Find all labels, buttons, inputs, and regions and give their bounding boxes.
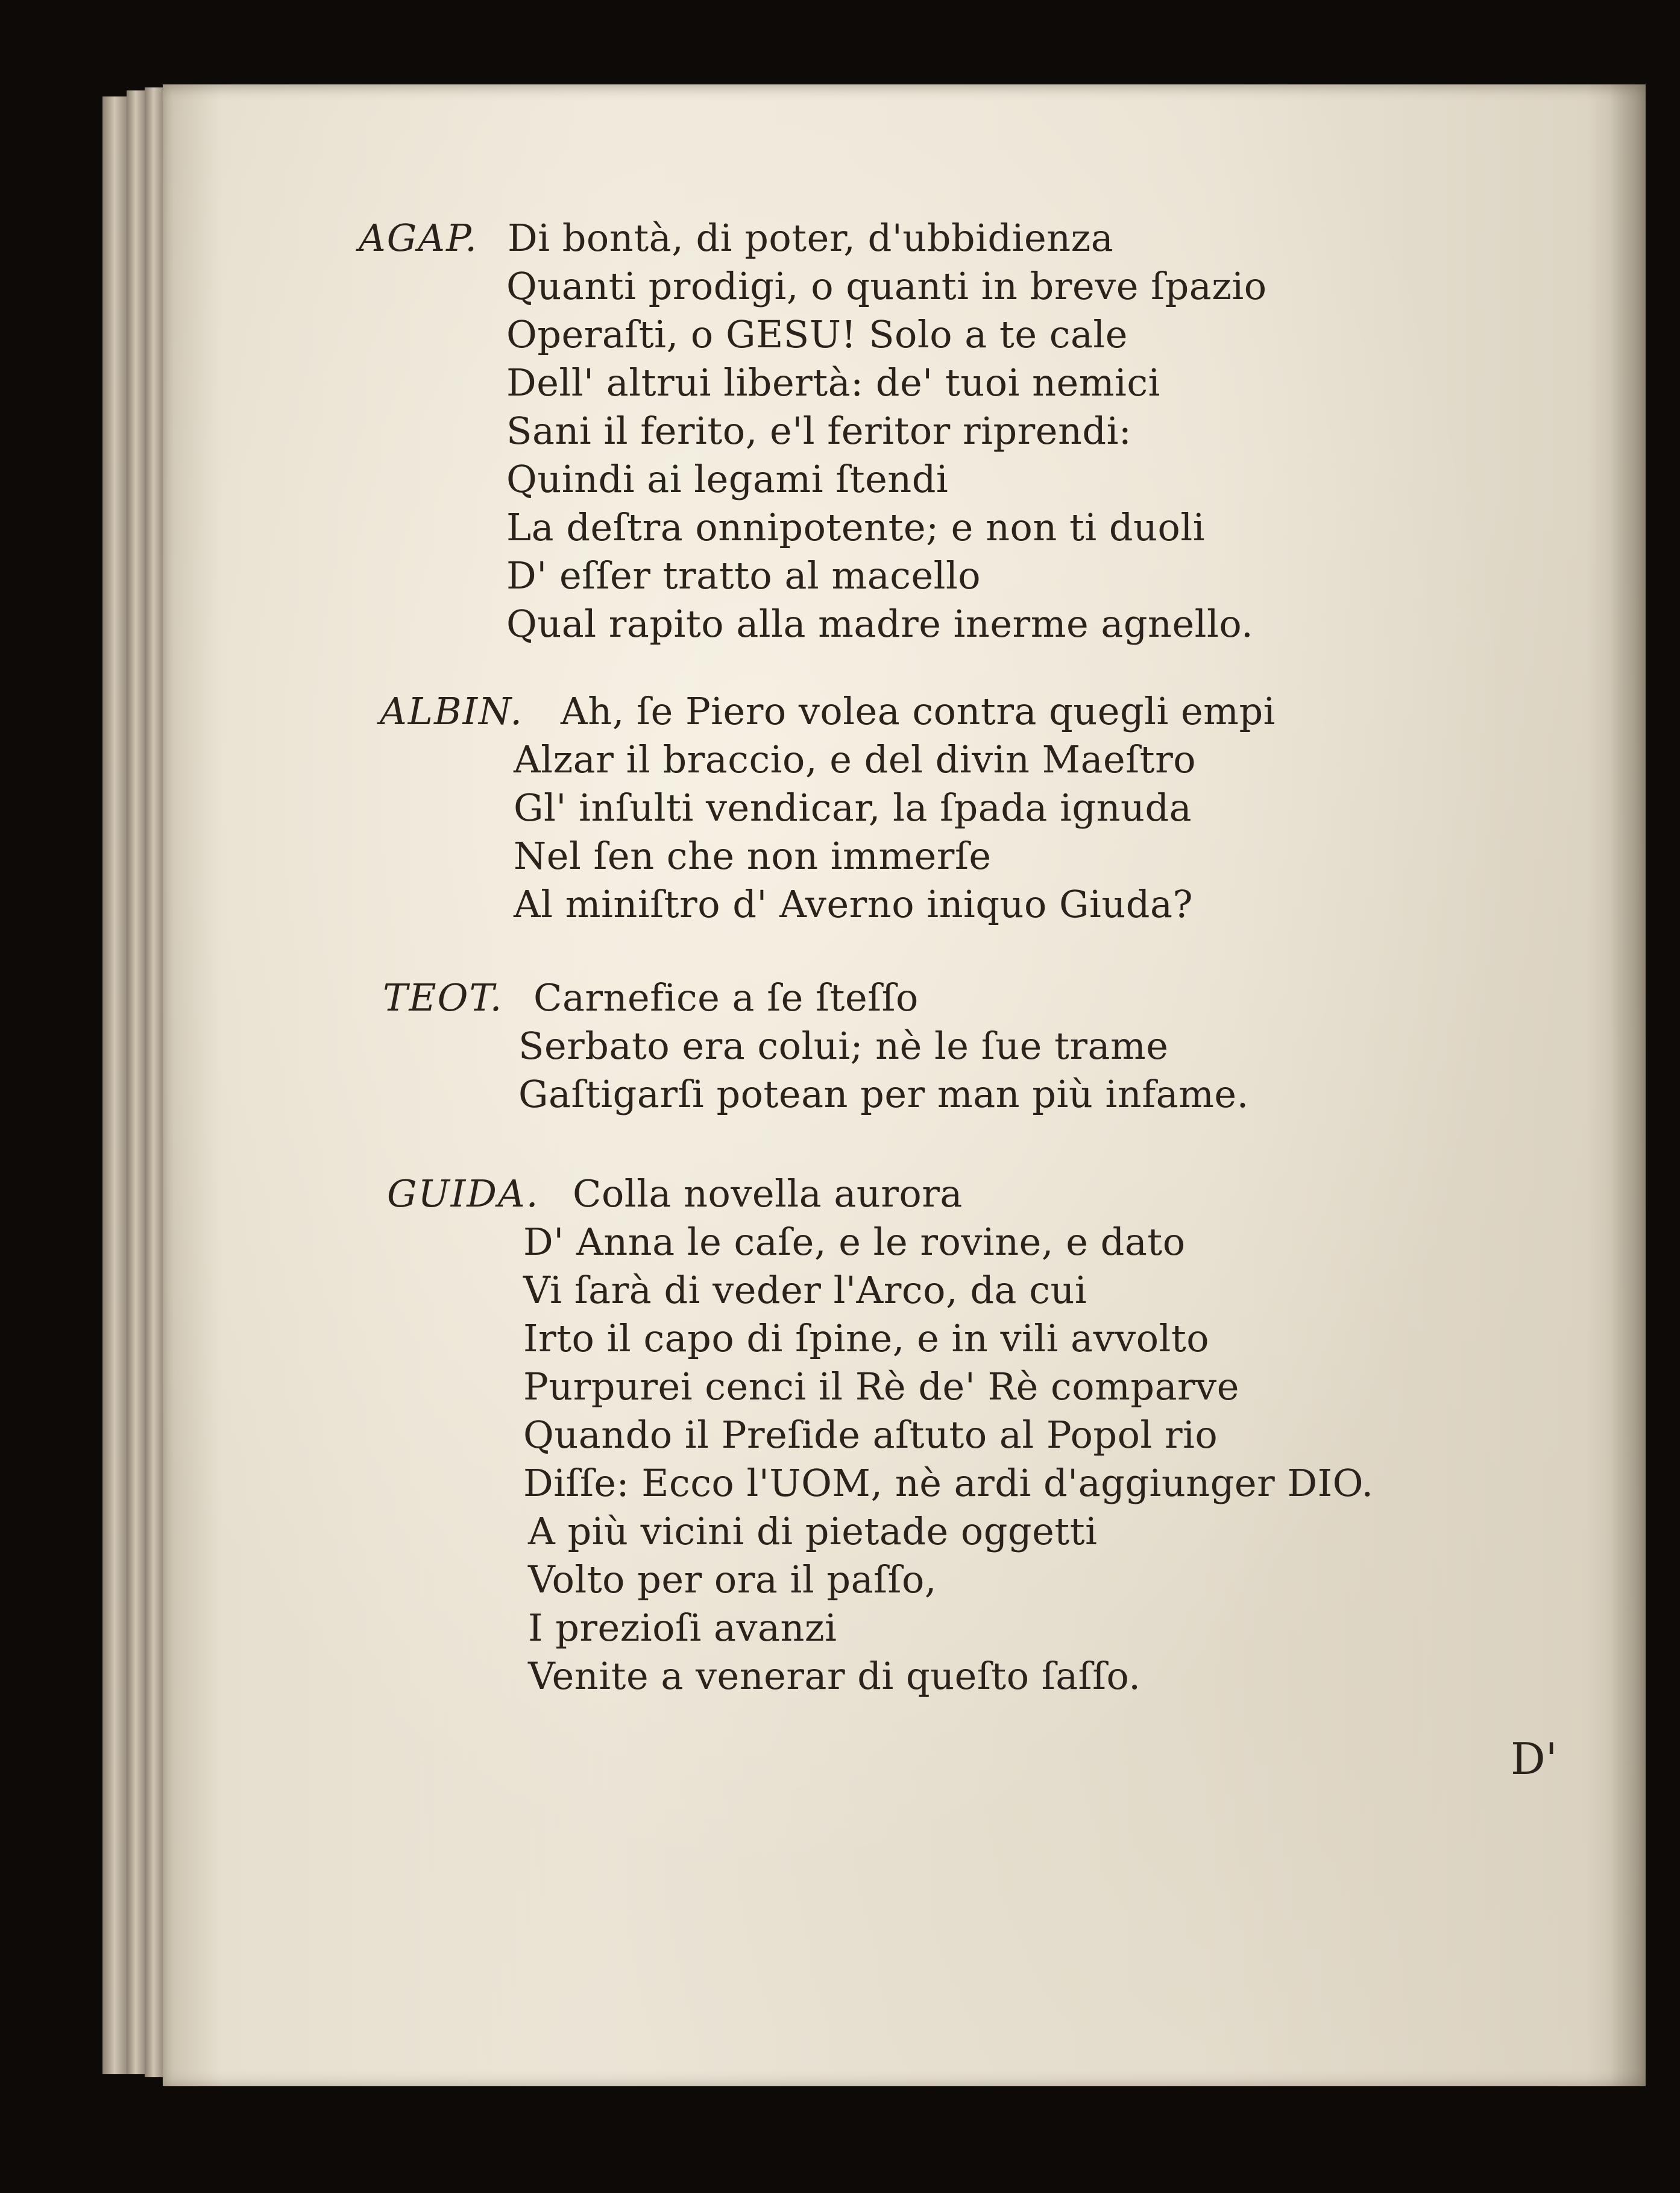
verse-line: Al miniſtro d' Averno iniquo Giuda? — [514, 882, 1194, 926]
speaker-label: ALBIN. — [380, 689, 523, 733]
page-stack-edge — [145, 87, 163, 2077]
paper-page — [163, 84, 1646, 2086]
verse-line: Quanti prodigi, o quanti in breve ſpazio — [506, 264, 1267, 308]
verse-line: Vi ſarà di veder l'Arco, da cui — [523, 1268, 1087, 1312]
speaker-label: GUIDA. — [387, 1172, 540, 1216]
verse-line: Carnefice a ſe ſteſſo — [533, 976, 919, 1020]
verse-line: Sani il ferito, e'l feritor riprendi: — [506, 409, 1132, 453]
verse-line: A più vicini di pietade oggetti — [528, 1509, 1098, 1553]
verse-line: Purpurei cenci il Rè de' Rè comparve — [523, 1365, 1239, 1409]
verse-line: Quindi ai legami ſtendi — [506, 457, 949, 501]
verse-line: D' eſſer tratto al macello — [506, 554, 981, 598]
verse-line: Irto il capo di ſpine, e in vili avvolto — [523, 1316, 1210, 1360]
verse-line: Alzar il braccio, e del divin Maeſtro — [514, 737, 1197, 781]
page-stack-edge — [127, 90, 145, 2074]
verse-line: Operaſti, o GESU! Solo a te cale — [506, 312, 1128, 356]
verse-line: Colla novella aurora — [573, 1172, 963, 1216]
verse-line: Dell' altrui libertà: de' tuoi nemici — [506, 361, 1160, 405]
verse-line: Venite a venerar di queſto ſaſſo. — [528, 1654, 1141, 1698]
speaker-label: TEOT. — [383, 976, 503, 1020]
speaker-label: AGAP. — [359, 216, 478, 260]
verse-line: Volto per ora il paſſo, — [528, 1557, 937, 1601]
catchword: D' — [1511, 1734, 1558, 1784]
verse-line: La deſtra onnipotente; e non ti duoli — [506, 505, 1206, 549]
verse-line: Ah, ſe Piero volea contra quegli empi — [561, 689, 1276, 733]
verse-line: Nel ſen che non immerſe — [514, 834, 992, 878]
verse-line: Gl' inſulti vendicar, la ſpada ignuda — [514, 786, 1192, 830]
verse-text — [163, 84, 1646, 2086]
verse-line: Gaſtigarſi potean per man più infame. — [518, 1072, 1249, 1116]
verse-line: Di bontà, di poter, d'ubbidienza — [508, 216, 1114, 260]
verse-line: Quando il Preſide aſtuto al Popol rio — [523, 1413, 1218, 1457]
page-stack-edge — [102, 96, 127, 2074]
verse-line: Diſſe: Ecco l'UOM, nè ardi d'aggiunger DIO. — [523, 1461, 1374, 1505]
verse-line: D' Anna le caſe, e le rovine, e dato — [523, 1220, 1186, 1264]
verse-line: Qual rapito alla madre inerme agnello. — [506, 602, 1254, 646]
verse-line: I prezioſi avanzi — [528, 1606, 837, 1650]
verse-line: Serbato era colui; nè le ſue trame — [518, 1024, 1169, 1068]
